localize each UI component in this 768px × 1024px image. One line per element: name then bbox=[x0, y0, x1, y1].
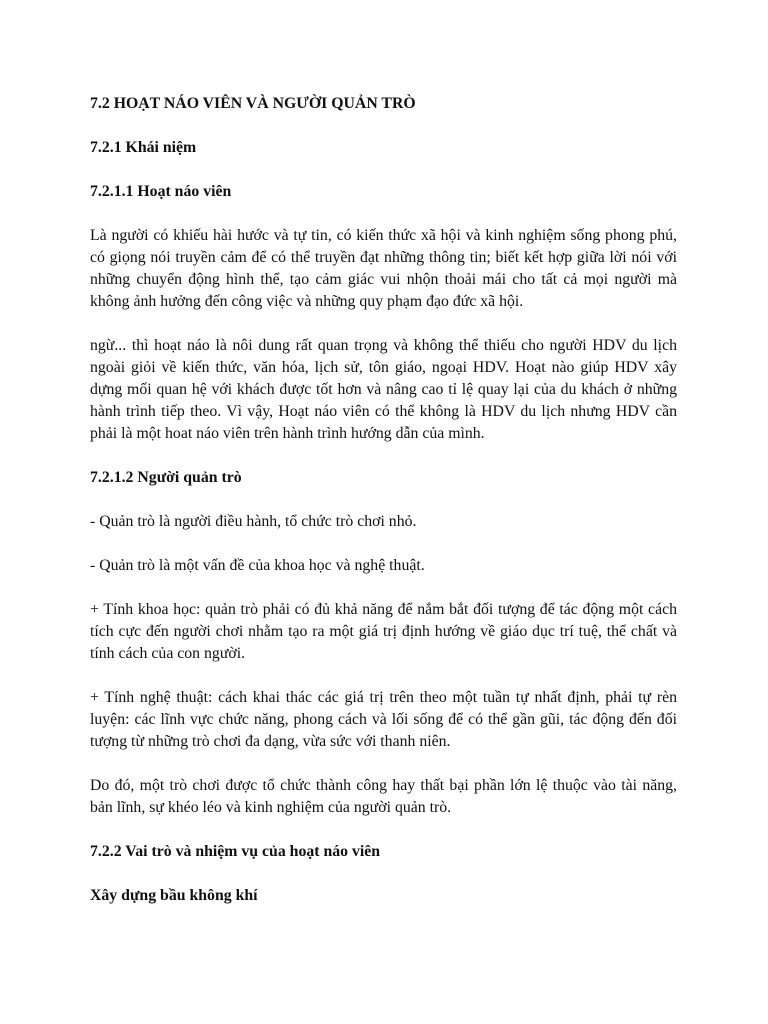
paragraph: ngừ... thì hoạt náo là nôi dung rất quan trọng và không thể thiếu cho người HDV du lịch ngoài giỏi về kiến thức, văn hóa, lịch sử, tôn giáo, ngoại HDV. Hoạt nào giúp HDV xây dựng mối quan hệ với khách được tốt hơn và nâng cao tỉ lệ quay lại của du khách ở những hành trình tiếp theo. Vì vậy, Hoạt náo viên có thể không là HDV du lịch nhưng HDV cần phải là một hoat náo viên trên hành trình hướng dẫn của mình. bbox=[90, 337, 677, 442]
paragraph: - Quản trò là một vấn đề của khoa học và nghệ thuật. bbox=[90, 557, 425, 574]
paragraph: - Quản trò là người điều hành, tổ chức trò chơi nhỏ. bbox=[90, 513, 417, 530]
subsubsection-heading: 7.2.1.1 Hoạt náo viên bbox=[90, 183, 232, 200]
section-title: 7.2 HOẠT NÁO VIÊN VÀ NGƯỜI QUẢN TRÒ bbox=[90, 95, 416, 112]
document-page bbox=[90, 93, 677, 907]
subheading: Xây dựng bầu không khí bbox=[90, 887, 258, 904]
subsection-heading: 7.2.2 Vai trò và nhiệm vụ của hoạt náo viên bbox=[90, 843, 381, 860]
subsubsection-heading: 7.2.1.2 Người quản trò bbox=[90, 469, 242, 486]
paragraph: + Tính nghệ thuật: cách khai thác các giá trị trên theo một tuần tự nhất định, phải tự rèn luyện: các lĩnh vực chức năng, phong cách và lối sống để có thể gần gũi, tác động đến đối tượng từ những trò chơi đa dạng, vừa sức với thanh niên. bbox=[90, 689, 677, 750]
paragraph: + Tính khoa học: quản trò phải có đủ khả năng để nắm bắt đối tượng để tác động một cách tích cực đến người chơi nhằm tạo ra một giá trị định hướng về giáo dục trí tuệ, thể chất và tính cách của con người. bbox=[90, 601, 677, 662]
paragraph: Do đó, một trò chơi được tổ chức thành công hay thất bại phần lớn lệ thuộc vào tài năng, bản lĩnh, sự khéo léo và kinh nghiệm của người quản trò. bbox=[90, 777, 677, 816]
paragraph: Là người có khiếu hài hước và tự tin, có kiến thức xã hội và kinh nghiệm sống phong phú, có giọng nói truyền cảm để có thể truyền đạt những thông tin; biết kết hợp giữa lời nói với những chuyển động hình thể, tạo cảm giác vui nhộn thoải mái cho tất cả mọi người mà không ảnh hưởng đến công việc và những quy phạm đạo đức xã hội. bbox=[90, 227, 677, 310]
subsection-heading: 7.2.1 Khái niệm bbox=[90, 139, 197, 156]
